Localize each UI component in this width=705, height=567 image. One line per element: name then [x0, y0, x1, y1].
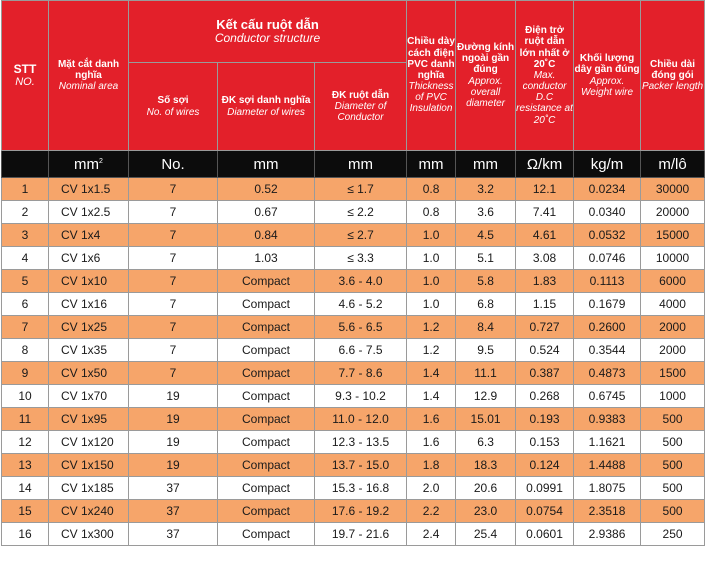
cell-wires: 19 — [129, 408, 218, 431]
cell-insulation: 0.8 — [407, 201, 456, 224]
header-stt — [2, 1, 49, 151]
cell-packing-length: 30000 — [641, 178, 705, 201]
cell-conductor-diameter: 11.0 - 12.0 — [315, 408, 407, 431]
cell-packing-length: 500 — [641, 408, 705, 431]
cell-packing-length: 500 — [641, 500, 705, 523]
header-wire-diameter-en: Diameter of wires — [227, 106, 305, 118]
cell-packing-length: 15000 — [641, 224, 705, 247]
cell-wire-diameter: Compact — [218, 339, 315, 362]
cell-conductor-diameter: ≤ 1.7 — [315, 178, 407, 201]
header-insulation-en: Thickness of PVC Insulation — [408, 81, 454, 115]
cell-wires: 37 — [129, 500, 218, 523]
cell-insulation: 1.4 — [407, 362, 456, 385]
cell-resistance: 0.193 — [516, 408, 574, 431]
cell-conductor-diameter: 12.3 - 13.5 — [315, 431, 407, 454]
cell-stt: 16 — [2, 523, 49, 546]
units-row — [2, 151, 705, 178]
cell-insulation: 2.4 — [407, 523, 456, 546]
cell-weight: 0.0340 — [574, 201, 641, 224]
unit-area-superscript: 2 — [99, 157, 103, 165]
header-wires-en: No. of wires — [146, 106, 200, 118]
cell-stt: 12 — [2, 431, 49, 454]
cell-cable-name: CV 1x300 — [49, 523, 129, 546]
header-weight-en: Approx. Weight wire — [581, 75, 634, 98]
unit-resistance: Ω/km — [516, 151, 574, 178]
cell-stt: 15 — [2, 500, 49, 523]
table-row — [2, 408, 705, 431]
cell-stt: 9 — [2, 362, 49, 385]
cell-stt: 1 — [2, 178, 49, 201]
cell-overall-diameter: 9.5 — [456, 339, 516, 362]
cell-stt: 4 — [2, 247, 49, 270]
cell-insulation: 1.4 — [407, 385, 456, 408]
cell-insulation: 2.2 — [407, 500, 456, 523]
table-row — [2, 500, 705, 523]
cell-conductor-diameter: 7.7 - 8.6 — [315, 362, 407, 385]
cell-resistance: 0.0991 — [516, 477, 574, 500]
cell-stt: 14 — [2, 477, 49, 500]
header-conductor-diameter-en: Diameter of Conductor — [334, 100, 387, 124]
cell-wire-diameter: 0.84 — [218, 224, 315, 247]
cell-stt: 2 — [2, 201, 49, 224]
cell-wires: 7 — [129, 224, 218, 247]
cell-overall-diameter: 8.4 — [456, 316, 516, 339]
header-conductor-structure — [129, 1, 407, 63]
header-wire-diameter-vi: ĐK sợi danh nghĩa — [221, 95, 311, 107]
cell-cable-name: CV 1x120 — [49, 431, 129, 454]
cell-wire-diameter: Compact — [218, 362, 315, 385]
header-conductor-vi: Kết cấu ruột dẫn — [216, 16, 319, 32]
cell-overall-diameter: 20.6 — [456, 477, 516, 500]
table-row — [2, 339, 705, 362]
cell-weight: 0.9383 — [574, 408, 641, 431]
cell-weight: 0.0234 — [574, 178, 641, 201]
cell-wires: 7 — [129, 362, 218, 385]
cell-conductor-diameter: 5.6 - 6.5 — [315, 316, 407, 339]
header-overall-en: Approx. overall diameter — [466, 75, 505, 109]
cell-overall-diameter: 11.1 — [456, 362, 516, 385]
cell-packing-length: 250 — [641, 523, 705, 546]
cell-cable-name: CV 1x185 — [49, 477, 129, 500]
cell-wire-diameter: Compact — [218, 270, 315, 293]
cell-packing-length: 1500 — [641, 362, 705, 385]
cell-insulation: 0.8 — [407, 178, 456, 201]
cell-weight: 0.4873 — [574, 362, 641, 385]
header-packing-vi: Chiều dài đóng gói — [650, 58, 696, 81]
cell-stt: 8 — [2, 339, 49, 362]
cell-packing-length: 6000 — [641, 270, 705, 293]
cell-weight: 0.6745 — [574, 385, 641, 408]
header-conductor-diameter-vi: ĐK ruột dẫn — [331, 89, 390, 101]
cell-packing-length: 10000 — [641, 247, 705, 270]
unit-area — [49, 151, 129, 178]
unit-wire-diameter: mm — [218, 151, 315, 178]
header-resistance-en: Max. conductor D.C resistance at 20˚C — [516, 69, 573, 126]
cell-wire-diameter: Compact — [218, 316, 315, 339]
cell-overall-diameter: 6.8 — [456, 293, 516, 316]
cell-packing-length: 1000 — [641, 385, 705, 408]
cell-wires: 7 — [129, 339, 218, 362]
header-overall-diameter — [456, 1, 516, 151]
cell-packing-length: 500 — [641, 477, 705, 500]
cell-wires: 7 — [129, 178, 218, 201]
cell-insulation: 1.6 — [407, 431, 456, 454]
cell-resistance: 1.15 — [516, 293, 574, 316]
unit-stt — [2, 151, 49, 178]
cell-wires: 19 — [129, 431, 218, 454]
table-row — [2, 385, 705, 408]
cell-conductor-diameter: ≤ 3.3 — [315, 247, 407, 270]
header-nominal-area — [49, 1, 129, 151]
cell-resistance: 0.0601 — [516, 523, 574, 546]
cell-wire-diameter: Compact — [218, 477, 315, 500]
cell-overall-diameter: 25.4 — [456, 523, 516, 546]
cell-wire-diameter: 0.52 — [218, 178, 315, 201]
cell-stt: 5 — [2, 270, 49, 293]
cell-weight: 0.0746 — [574, 247, 641, 270]
cell-weight: 0.0532 — [574, 224, 641, 247]
cell-wires: 7 — [129, 316, 218, 339]
header-insulation — [407, 1, 456, 151]
cell-conductor-diameter: 17.6 - 19.2 — [315, 500, 407, 523]
cell-cable-name: CV 1x95 — [49, 408, 129, 431]
cell-conductor-diameter: 4.6 - 5.2 — [315, 293, 407, 316]
cell-wire-diameter: Compact — [218, 385, 315, 408]
cell-wires: 7 — [129, 293, 218, 316]
table-row — [2, 224, 705, 247]
cell-wires: 19 — [129, 454, 218, 477]
cell-stt: 3 — [2, 224, 49, 247]
cell-resistance: 0.0754 — [516, 500, 574, 523]
cell-weight: 2.9386 — [574, 523, 641, 546]
cell-weight: 0.1113 — [574, 270, 641, 293]
unit-insulation: mm — [407, 151, 456, 178]
cell-insulation: 1.2 — [407, 339, 456, 362]
cell-stt: 10 — [2, 385, 49, 408]
cell-resistance: 4.61 — [516, 224, 574, 247]
cell-overall-diameter: 18.3 — [456, 454, 516, 477]
cell-insulation: 1.0 — [407, 293, 456, 316]
header-packing-en: Packer length — [641, 81, 704, 93]
cell-conductor-diameter: 19.7 - 21.6 — [315, 523, 407, 546]
cell-resistance: 12.1 — [516, 178, 574, 201]
cell-conductor-diameter: 6.6 - 7.5 — [315, 339, 407, 362]
cell-overall-diameter: 6.3 — [456, 431, 516, 454]
table-row — [2, 270, 705, 293]
cell-cable-name: CV 1x2.5 — [49, 201, 129, 224]
header-wires — [129, 63, 218, 151]
cell-overall-diameter: 23.0 — [456, 500, 516, 523]
cell-cable-name: CV 1x1.5 — [49, 178, 129, 201]
cell-wires: 7 — [129, 270, 218, 293]
cell-wire-diameter: Compact — [218, 523, 315, 546]
cell-wire-diameter: Compact — [218, 431, 315, 454]
cell-stt: 6 — [2, 293, 49, 316]
cell-insulation: 1.0 — [407, 224, 456, 247]
cell-cable-name: CV 1x4 — [49, 224, 129, 247]
cell-cable-name: CV 1x150 — [49, 454, 129, 477]
cell-overall-diameter: 5.8 — [456, 270, 516, 293]
cell-resistance: 0.153 — [516, 431, 574, 454]
header-overall-vi: Đường kính ngoài gần đúng — [456, 41, 515, 76]
cell-weight: 1.4488 — [574, 454, 641, 477]
table-row — [2, 201, 705, 224]
table-body — [2, 178, 705, 546]
cell-cable-name: CV 1x35 — [49, 339, 129, 362]
cell-insulation: 1.2 — [407, 316, 456, 339]
cell-conductor-diameter: 13.7 - 15.0 — [315, 454, 407, 477]
header-area-vi: Mặt cắt danh nghĩa — [57, 58, 120, 81]
cell-wire-diameter: Compact — [218, 500, 315, 523]
cell-wires: 37 — [129, 477, 218, 500]
cell-resistance: 0.727 — [516, 316, 574, 339]
cable-spec-table — [1, 0, 705, 546]
table-row — [2, 247, 705, 270]
cell-resistance: 3.08 — [516, 247, 574, 270]
cell-cable-name: CV 1x50 — [49, 362, 129, 385]
unit-packing: m/lô — [641, 151, 705, 178]
table-row — [2, 178, 705, 201]
cell-resistance: 7.41 — [516, 201, 574, 224]
cell-insulation: 1.0 — [407, 270, 456, 293]
cell-resistance: 0.387 — [516, 362, 574, 385]
table-row — [2, 523, 705, 546]
header-wires-vi: Số sợi — [157, 95, 189, 107]
table-row — [2, 454, 705, 477]
cell-packing-length: 2000 — [641, 339, 705, 362]
cell-overall-diameter: 4.5 — [456, 224, 516, 247]
header-conductor-en: Conductor structure — [214, 31, 321, 46]
cell-wire-diameter: Compact — [218, 293, 315, 316]
header-stt-vi: STT — [13, 61, 37, 76]
cell-insulation: 1.0 — [407, 247, 456, 270]
cell-overall-diameter: 5.1 — [456, 247, 516, 270]
table-row — [2, 477, 705, 500]
cell-conductor-diameter: ≤ 2.7 — [315, 224, 407, 247]
unit-wires: No. — [129, 151, 218, 178]
header-resistance — [516, 1, 574, 151]
cell-cable-name: CV 1x25 — [49, 316, 129, 339]
cell-cable-name: CV 1x6 — [49, 247, 129, 270]
unit-conductor-diameter: mm — [315, 151, 407, 178]
cell-wire-diameter: 0.67 — [218, 201, 315, 224]
cell-overall-diameter: 3.2 — [456, 178, 516, 201]
cell-conductor-diameter: 15.3 - 16.8 — [315, 477, 407, 500]
cell-insulation: 1.6 — [407, 408, 456, 431]
cell-resistance: 0.268 — [516, 385, 574, 408]
unit-weight: kg/m — [574, 151, 641, 178]
cell-wires: 7 — [129, 201, 218, 224]
cell-packing-length: 500 — [641, 454, 705, 477]
cell-overall-diameter: 15.01 — [456, 408, 516, 431]
cell-weight: 2.3518 — [574, 500, 641, 523]
cell-cable-name: CV 1x10 — [49, 270, 129, 293]
cell-packing-length: 500 — [641, 431, 705, 454]
header-wire-diameter — [218, 63, 315, 151]
table-row — [2, 316, 705, 339]
cell-wires: 7 — [129, 247, 218, 270]
cell-wire-diameter: 1.03 — [218, 247, 315, 270]
cell-stt: 11 — [2, 408, 49, 431]
cell-weight: 1.1621 — [574, 431, 641, 454]
cell-resistance: 0.124 — [516, 454, 574, 477]
header-weight — [574, 1, 641, 151]
header-conductor-diameter — [315, 63, 407, 151]
cell-resistance: 1.83 — [516, 270, 574, 293]
cell-cable-name: CV 1x16 — [49, 293, 129, 316]
header-weight-vi: Khối lượng dây gần đúng — [574, 53, 640, 76]
cell-overall-diameter: 12.9 — [456, 385, 516, 408]
cell-wire-diameter: Compact — [218, 454, 315, 477]
header-packing-length — [641, 1, 705, 151]
table-row — [2, 431, 705, 454]
cell-weight: 0.1679 — [574, 293, 641, 316]
cell-stt: 7 — [2, 316, 49, 339]
cell-resistance: 0.524 — [516, 339, 574, 362]
cell-conductor-diameter: 3.6 - 4.0 — [315, 270, 407, 293]
cell-weight: 0.2600 — [574, 316, 641, 339]
cell-conductor-diameter: 9.3 - 10.2 — [315, 385, 407, 408]
cell-overall-diameter: 3.6 — [456, 201, 516, 224]
cell-insulation: 1.8 — [407, 454, 456, 477]
table-row — [2, 293, 705, 316]
cell-wire-diameter: Compact — [218, 408, 315, 431]
unit-area-text: mm — [74, 155, 100, 173]
cell-cable-name: CV 1x70 — [49, 385, 129, 408]
header-area-en: Nominal area — [58, 81, 119, 93]
header-resistance-vi: Điện trở ruột dẫn lớn nhất ở 20˚C — [519, 25, 570, 70]
cell-cable-name: CV 1x240 — [49, 500, 129, 523]
cell-weight: 1.8075 — [574, 477, 641, 500]
cell-packing-length: 4000 — [641, 293, 705, 316]
unit-overall: mm — [456, 151, 516, 178]
cell-packing-length: 20000 — [641, 201, 705, 224]
header-insulation-vi: Chiều dày cách điện PVC danh nghĩa — [407, 36, 455, 81]
header-stt-en: NO. — [15, 76, 35, 89]
cell-wires: 19 — [129, 385, 218, 408]
cell-wires: 37 — [129, 523, 218, 546]
cell-stt: 13 — [2, 454, 49, 477]
cell-conductor-diameter: ≤ 2.2 — [315, 201, 407, 224]
cell-insulation: 2.0 — [407, 477, 456, 500]
cell-packing-length: 2000 — [641, 316, 705, 339]
cell-weight: 0.3544 — [574, 339, 641, 362]
table-row — [2, 362, 705, 385]
